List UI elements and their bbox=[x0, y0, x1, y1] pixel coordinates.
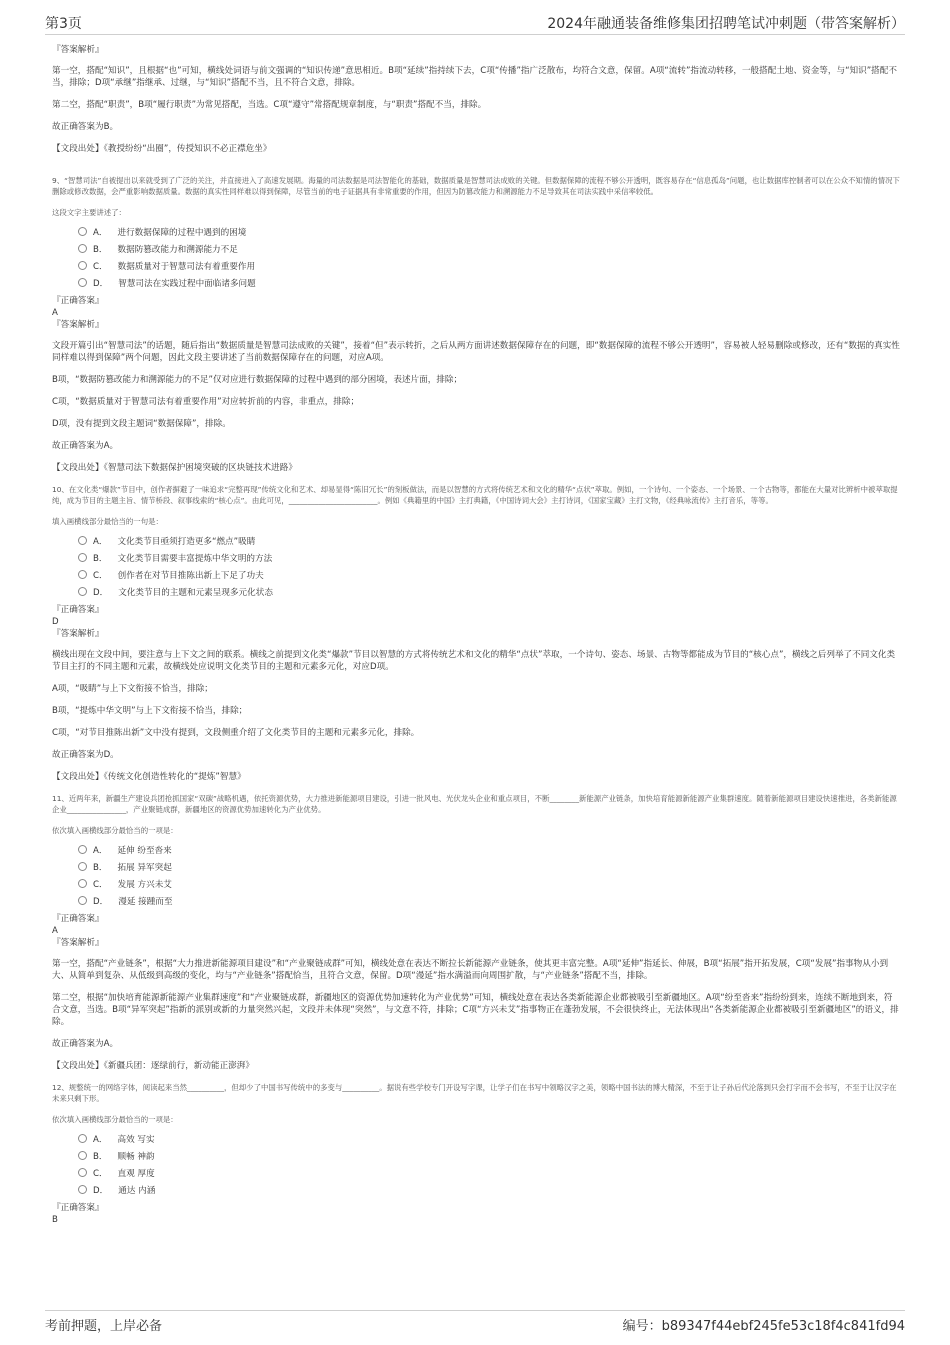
options-list bbox=[52, 1134, 900, 1197]
analysis-paragraph: A项，“吸睛”与上下文衔接不恰当，排除； bbox=[52, 684, 213, 694]
option-item[interactable]: A． 进行数据保障的过程中遇到的困境 bbox=[78, 227, 900, 239]
radio-icon[interactable] bbox=[78, 570, 87, 579]
page-footer bbox=[45, 1310, 905, 1334]
question-stem: 11、近两年来，新疆生产建设兵团抢抓国家“双碳”战略机遇，依托资源优势，大力推进新能源项目建设，引进一批风电、光伏龙头企业和重点项目，不断________新能源产业链条，加快培育能源新能源产业集群速度。随着新能源项目建设快速推进，各类新能源企业________________，产业聚链成群，新疆地区的资源优势加速转化为产业优势。 bbox=[52, 794, 897, 814]
radio-icon[interactable] bbox=[78, 862, 87, 871]
page-number: 第3页 bbox=[45, 16, 82, 32]
analysis-conclusion: 故正确答案为B。 bbox=[52, 122, 119, 132]
answer-analysis-label: 『答案解析』 bbox=[52, 938, 104, 948]
option-item[interactable]: C． 直观 厚度 bbox=[78, 1168, 900, 1180]
radio-icon[interactable] bbox=[78, 227, 87, 236]
question-stem: 12、规整统一的网络字体，阅读起来当然__________，但却少了中国书写传统中的多变与__________。据说有些学校专门开设写字课，让学子们在书写中领略汉字之美，领略中国书法的博大精深，不至于让子孙后代沦落到只会打字而不会书写，不至于让汉字在未来只剩下形。 bbox=[52, 1083, 897, 1103]
correct-answer-label: 『正确答案』 bbox=[52, 914, 104, 924]
source-citation: 【文段出处】《传统文化创造性转化的“提炼”智慧》 bbox=[52, 772, 246, 782]
page-content bbox=[52, 44, 900, 1226]
radio-icon[interactable] bbox=[78, 845, 87, 854]
analysis-paragraph: 横线出现在文段中间，要注意与上下文之间的联系。横线之前提到文化类“爆款”节目以智慧的方式将传统艺术和文化的精华“点状”萃取，一个诗句、姿态、场景、古物等都能成为节目的“核心点”，横线之后列举了不同文化类节目主打的不同主题和元素，故横线处应说明文化类节目的主题和元素多元化，对应D项。 bbox=[52, 650, 896, 672]
radio-icon[interactable] bbox=[78, 587, 87, 596]
option-item[interactable]: B． 文化类节目需要丰富提炼中华文明的方法 bbox=[78, 553, 900, 565]
radio-icon[interactable] bbox=[78, 1134, 87, 1143]
question-prompt: 依次填入画横线部分最恰当的一项是： bbox=[52, 826, 178, 835]
options-list bbox=[52, 845, 900, 908]
radio-icon[interactable] bbox=[78, 1185, 87, 1194]
correct-answer: D bbox=[52, 617, 59, 627]
page-header bbox=[45, 12, 905, 35]
option-item[interactable]: A． 高效 写实 bbox=[78, 1134, 900, 1146]
option-item[interactable]: C． 发展 方兴未艾 bbox=[78, 879, 900, 891]
options-list bbox=[52, 227, 900, 290]
answer-analysis-label: 『答案解析』 bbox=[52, 45, 104, 55]
correct-answer-label: 『正确答案』 bbox=[52, 296, 104, 306]
radio-icon[interactable] bbox=[78, 896, 87, 905]
analysis-paragraph: D项，没有提到文段主题词“数据保障”，排除。 bbox=[52, 419, 231, 429]
correct-answer: A bbox=[52, 308, 58, 318]
correct-answer-label: 『正确答案』 bbox=[52, 1203, 104, 1213]
radio-icon[interactable] bbox=[78, 261, 87, 270]
document-id: 编号：b89347f44ebf245fe53c18f4c841fd94 bbox=[622, 1319, 905, 1334]
analysis-conclusion: 故正确答案为A。 bbox=[52, 1039, 119, 1049]
radio-icon[interactable] bbox=[78, 278, 87, 287]
analysis-paragraph: C项，“数据质量对于智慧司法有着重要作用”对应转折前的内容，非重点，排除； bbox=[52, 397, 360, 407]
source-citation: 【文段出处】《教授纷纷“出圈”，传授知识不必正襟危坐》 bbox=[52, 144, 272, 154]
radio-icon[interactable] bbox=[78, 553, 87, 562]
analysis-paragraph: 第一空，搭配“产业链条”，根据“大力推进新能源项目建设”和“产业聚链成群”可知，横线处意在表达不断拉长新能源产业链条，使其更丰富完整。A项“延伸”指延长、伸展，B项“拓展”指开拓发展，C项“发展”指事物从小到大、从简单到复杂、从低级到高级的变化，均与“产业链条”搭配恰当，且符合文意，保留。D项“漫延”指水满溢而向周围扩散，与“产业链条”搭配不当，排除。 bbox=[52, 959, 889, 981]
question-stem: 9、“智慧司法”自被提出以来就受到了广泛的关注，并直接进入了高速发展期。海量的司法数据是司法智能化的基础，数据质量是智慧司法成败的关键。但数据保障的流程不够公开透明，既容易存在“信息孤岛”问题，也让数据库控制者可以在公众不知情的情况下删除或修改数据，会严重影响数据质量。数据的真实性同样难以得到保障，尽管当前的电子证据具有非常重要的作用，但因为防篡改能力和溯源能力不足导致其在司法实践中采信率较低。 bbox=[52, 176, 900, 196]
footer-slogan: 考前押题，上岸必备 bbox=[45, 1319, 163, 1334]
source-citation: 【文段出处】《新疆兵团：逐绿前行，新动能正澎湃》 bbox=[52, 1061, 254, 1071]
question-stem: 10、在文化类“爆款”节目中，创作者摒避了一味追求“完整再现”传统文化和艺术、却易显得“陈旧冗长”的刻板做法，而是以智慧的方式将传统艺术和文化的精华“点状”萃取。例如，一个诗句、一个姿态、一个场景、一个古物等，都能在大量对比辨析中被萃取提纯，成为节目的主题主旨、情节桥段、叙事线索的“核心点”。由此可见，________________________。例如《典籍里的中国》主打典籍，《中国诗词大会》主打诗词，《国家宝藏》主打文物，《经典咏流传》主打音乐，等等。 bbox=[52, 485, 898, 505]
analysis-paragraph: 文段开篇引出“智慧司法”的话题，随后指出“数据质量是智慧司法成败的关键”，接着“但”表示转折，之后从两方面讲述数据保障存在的问题，即“数据保障的流程不够公开透明”，容易被人轻易删除或修改，还有“数据的真实性同样难以得到保障”两个问题，因此文段主要讲述了当前数据保障存在的问题，对应A项。 bbox=[52, 341, 900, 363]
analysis-conclusion: 故正确答案为D。 bbox=[52, 750, 119, 760]
option-item[interactable]: C． 数据质量对于智慧司法有着重要作用 bbox=[78, 261, 900, 273]
radio-icon[interactable] bbox=[78, 244, 87, 253]
radio-icon[interactable] bbox=[78, 1151, 87, 1160]
radio-icon[interactable] bbox=[78, 1168, 87, 1177]
option-item[interactable]: D． 文化类节目的主题和元素呈现多元化状态 bbox=[78, 587, 900, 599]
radio-icon[interactable] bbox=[78, 536, 87, 545]
question-prompt: 这段文字主要讲述了： bbox=[52, 208, 126, 217]
answer-analysis-label: 『答案解析』 bbox=[52, 320, 104, 330]
option-item[interactable]: C． 创作者在对节目推陈出新上下足了功夫 bbox=[78, 570, 900, 582]
correct-answer: B bbox=[52, 1215, 58, 1225]
option-item[interactable]: A． 延伸 纷至沓来 bbox=[78, 845, 900, 857]
option-item[interactable]: B． 拓展 异军突起 bbox=[78, 862, 900, 874]
question-prompt: 依次填入画横线部分最恰当的一项是： bbox=[52, 1115, 178, 1124]
correct-answer: A bbox=[52, 926, 58, 936]
option-item[interactable]: B． 顺畅 神韵 bbox=[78, 1151, 900, 1163]
answer-analysis-label: 『答案解析』 bbox=[52, 629, 104, 639]
question-prompt: 填入画横线部分最恰当的一句是： bbox=[52, 517, 163, 526]
analysis-paragraph: C项，“对节目推陈出新”文中没有提到，文段侧重介绍了文化类节目的主题和元素多元化，排除。 bbox=[52, 728, 420, 738]
option-item[interactable]: D． 智慧司法在实践过程中面临诸多问题 bbox=[78, 278, 900, 290]
options-list bbox=[52, 536, 900, 599]
analysis-paragraph: 第二空，搭配“职责”，B项“履行职责”为常见搭配，当选。C项“遵守”常搭配规章制度，与“职责”搭配不当，排除。 bbox=[52, 100, 487, 110]
source-citation: 【文段出处】《智慧司法下数据保护困境突破的区块链技术进路》 bbox=[52, 463, 297, 473]
analysis-paragraph: 第二空，根据“加快培育能源新能源产业集群速度”和“产业聚链成群，新疆地区的资源优势加速转化为产业优势”可知，横线处意在表达各类新能源企业都被吸引至新疆地区。A项“纷至沓来”指纷纷到来，连续不断地到来，符合文意，当选。B项“异军突起”指新的派别或新的力量突然兴起，文段并未体现“突然”，与文意不符，排除；C项“方兴未艾”指事物正在蓬勃发展，不会很快终止，无法体现出“各类新能源企业都被吸引至新疆地区”的语义，排除。 bbox=[52, 993, 899, 1027]
correct-answer-label: 『正确答案』 bbox=[52, 605, 104, 615]
option-item[interactable]: D． 漫延 接踵而至 bbox=[78, 896, 900, 908]
option-item[interactable]: D． 通达 内涵 bbox=[78, 1185, 900, 1197]
option-item[interactable]: A． 文化类节目亟须打造更多“燃点”吸睛 bbox=[78, 536, 900, 548]
option-item[interactable]: B． 数据防篡改能力和溯源能力不足 bbox=[78, 244, 900, 256]
analysis-conclusion: 故正确答案为A。 bbox=[52, 441, 119, 451]
analysis-paragraph: B项，“数据防篡改能力和溯源能力的不足”仅对应进行数据保障的过程中遇到的部分困境，表述片面，排除； bbox=[52, 375, 463, 385]
analysis-paragraph: B项，“提炼中华文明”与上下文衔接不恰当，排除； bbox=[52, 706, 248, 716]
radio-icon[interactable] bbox=[78, 879, 87, 888]
analysis-paragraph: 第一空，搭配“知识”，且根据“也”可知，横线处词语与前文强调的“知识传递”意思相近。B项“延续”指持续下去，C项“传播”指广泛散布，均符合文意，保留。A项“流转”指流动转移，一般搭配土地、资金等，与“知识”搭配不当，排除；D项“承继”指继承、过继，与“知识”搭配不当，且不符合文意，排除。 bbox=[52, 66, 897, 88]
document-title: 2024年融通装备维修集团招聘笔试冲刺题（带答案解析） bbox=[547, 16, 905, 32]
